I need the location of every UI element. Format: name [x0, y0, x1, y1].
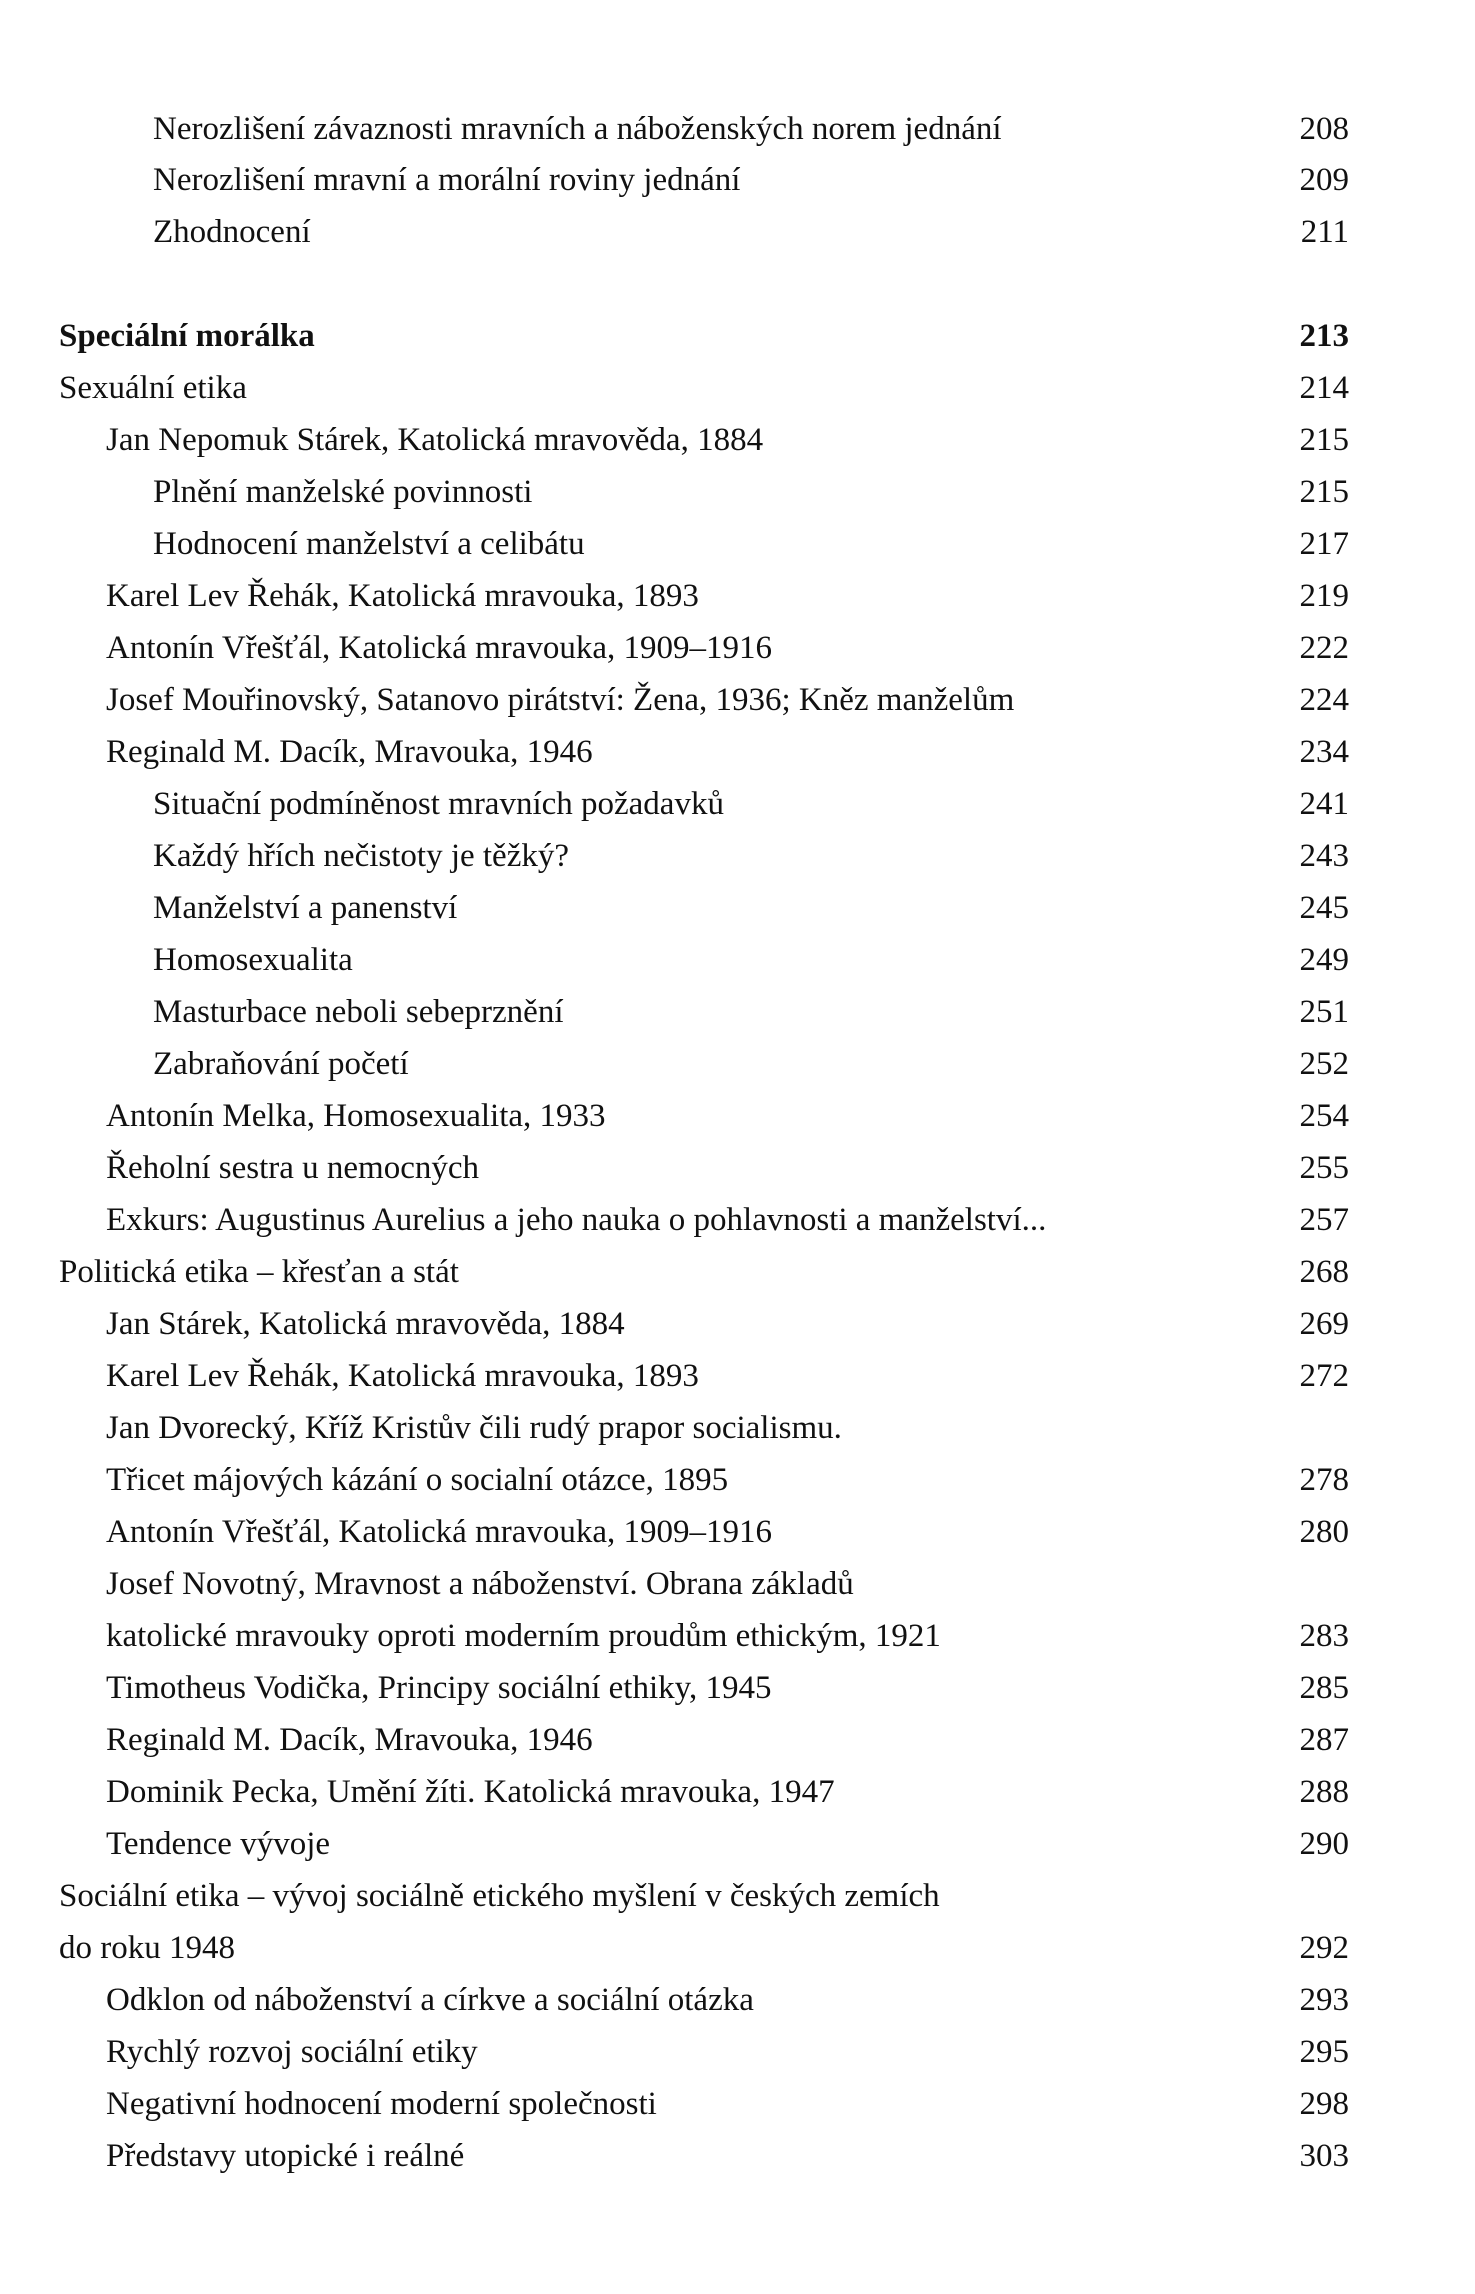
toc-entry-page: 211 [1300, 214, 1349, 250]
toc-entry [0, 155, 1475, 205]
toc-entry-title: Karel Lev Řehák, Katolická mravouka, 1893 [106, 578, 699, 614]
toc-entry [0, 1351, 1475, 1401]
toc-entry-title: Jan Nepomuk Stárek, Katolická mravověda, 1884 [106, 422, 764, 458]
toc-entry-page: 251 [1299, 994, 1349, 1030]
toc-entry [0, 1871, 1475, 1921]
toc-entry-title: Masturbace neboli sebeprznění [153, 994, 564, 1030]
toc-entry-page: 219 [1299, 578, 1349, 614]
toc-entry-title: Dominik Pecka, Umění žíti. Katolická mravouka, 1947 [106, 1774, 835, 1810]
toc-section-heading [0, 311, 1475, 361]
toc-entry [0, 883, 1475, 933]
toc-entry-title: Nerozlišení závaznosti mravních a náboženských norem jednání [153, 111, 1002, 147]
toc-entry [0, 1091, 1475, 1141]
toc-entry-page: 217 [1299, 526, 1349, 562]
toc-entry [0, 1247, 1475, 1297]
toc-entry-title: Homosexualita [153, 942, 353, 978]
toc-entry-title: Zabraňování početí [153, 1046, 409, 1082]
toc-entry-title: Josef Novotný, Mravnost a náboženství. Obrana základů [106, 1566, 854, 1602]
toc-entry-title: Zhodnocení [153, 214, 311, 250]
toc-entry-title: Každý hřích nečistoty je těžký? [153, 838, 569, 874]
toc-entry [0, 987, 1475, 1037]
toc-entry [0, 1143, 1475, 1193]
toc-entry [0, 467, 1475, 517]
toc-entry [0, 1975, 1475, 2025]
toc-entry-title: Timotheus Vodička, Principy sociální ethiky, 1945 [106, 1670, 772, 1706]
toc-entry [0, 1715, 1475, 1765]
toc-entry [0, 2027, 1475, 2077]
toc-entry-page: 272 [1299, 1358, 1349, 1394]
toc-entry-page: 298 [1299, 2086, 1349, 2122]
toc-entry-title: Řeholní sestra u nemocných [106, 1150, 479, 1186]
toc-entry [0, 623, 1475, 673]
toc-entry-title: Hodnocení manželství a celibátu [153, 526, 585, 562]
toc-entry-title: Jan Dvorecký, Kříž Kristův čili rudý prapor socialismu. [106, 1410, 842, 1446]
toc-entry-title: Josef Mouřinovský, Satanovo pirátství: Žena, 1936; Kněz manželům [106, 682, 1015, 718]
toc-entry-page: 208 [1299, 111, 1349, 147]
toc-entry-page: 290 [1299, 1826, 1349, 1862]
toc-entry-title: Tendence vývoje [106, 1826, 331, 1862]
toc-entry [0, 1039, 1475, 1089]
toc-entry-title: katolické mravouky oproti moderním proudům ethickým, 1921 [106, 1618, 941, 1654]
toc-entry [0, 1819, 1475, 1869]
toc-entry [0, 1455, 1475, 1505]
toc-entry [0, 571, 1475, 621]
toc-entry [0, 779, 1475, 829]
toc-entry-title: Antonín Vřešťál, Katolická mravouka, 1909–1916 [106, 1514, 773, 1550]
toc-entry [0, 519, 1475, 569]
toc-entry-page: 303 [1299, 2138, 1349, 2174]
toc-entry-title: Situační podmíněnost mravních požadavků [153, 786, 724, 822]
toc-entry-page: 268 [1299, 1254, 1349, 1290]
toc-entry-page: 288 [1299, 1774, 1349, 1810]
toc-entry-page: 213 [1299, 318, 1349, 354]
toc-entry [0, 1507, 1475, 1557]
toc-entry-title: Odklon od náboženství a církve a sociální otázka [106, 1982, 754, 2018]
toc-entry [0, 935, 1475, 985]
toc-entry-page: 278 [1299, 1462, 1349, 1498]
toc-entry [0, 104, 1475, 154]
toc-entry [0, 675, 1475, 725]
toc-entry-page: 254 [1299, 1098, 1349, 1134]
toc-entry [0, 1767, 1475, 1817]
toc-entry-page: 295 [1299, 2034, 1349, 2070]
toc-entry-title: Sexuální etika [59, 370, 247, 406]
toc-entry-title: Antonín Vřešťál, Katolická mravouka, 1909–1916 [106, 630, 773, 666]
toc-entry-page: 269 [1299, 1306, 1349, 1342]
toc-entry-title: Reginald M. Dacík, Mravouka, 1946 [106, 734, 593, 770]
toc-entry-page: 245 [1299, 890, 1349, 926]
toc-entry-page: 287 [1299, 1722, 1349, 1758]
toc-entry [0, 1195, 1475, 1245]
toc-entry [0, 1923, 1475, 1973]
toc-entry [0, 363, 1475, 413]
toc-entry-page: 249 [1299, 942, 1349, 978]
toc-entry-title: Třicet májových kázání o socialní otázce, 1895 [106, 1462, 729, 1498]
toc-entry [0, 831, 1475, 881]
toc-entry-page: 285 [1299, 1670, 1349, 1706]
toc-entry [0, 1299, 1475, 1349]
toc-entry-page: 222 [1299, 630, 1349, 666]
toc-entry-page: 224 [1299, 682, 1349, 718]
toc-entry-title: Reginald M. Dacík, Mravouka, 1946 [106, 1722, 593, 1758]
toc-entry-page: 209 [1299, 162, 1349, 198]
toc-entry-page: 215 [1299, 422, 1349, 458]
toc-entry-title: Nerozlišení mravní a morální roviny jednání [153, 162, 741, 198]
toc-entry-page: 280 [1299, 1514, 1349, 1550]
toc-entry [0, 727, 1475, 777]
toc-entry-page: 215 [1299, 474, 1349, 510]
toc-entry-title: Rychlý rozvoj sociální etiky [106, 2034, 478, 2070]
toc-entry-page: 255 [1299, 1150, 1349, 1186]
toc-entry-page: 293 [1299, 1982, 1349, 2018]
toc-entry [0, 1663, 1475, 1713]
toc-entry-title: Představy utopické i reálné [106, 2138, 465, 2174]
toc-entry [0, 1559, 1475, 1609]
toc-entry [0, 207, 1475, 257]
toc-entry-title: Politická etika – křesťan a stát [59, 1254, 459, 1290]
toc-entry-title: do roku 1948 [59, 1930, 235, 1966]
toc-entry-page: 252 [1299, 1046, 1349, 1082]
toc-entry [0, 2079, 1475, 2129]
toc-entry-page: 214 [1299, 370, 1349, 406]
toc-entry [0, 1611, 1475, 1661]
toc-entry-title: Jan Stárek, Katolická mravověda, 1884 [106, 1306, 625, 1342]
toc-entry-page: 234 [1299, 734, 1349, 770]
toc-entry-title: Speciální morálka [59, 318, 315, 354]
toc-entry-title: Karel Lev Řehák, Katolická mravouka, 1893 [106, 1358, 699, 1394]
toc-entry-page: 283 [1299, 1618, 1349, 1654]
toc-entry-title: Negativní hodnocení moderní společnosti [106, 2086, 657, 2122]
toc-entry-page: 292 [1299, 1930, 1349, 1966]
toc-entry [0, 415, 1475, 465]
toc-entry [0, 1403, 1475, 1453]
toc-entry-title: Plnění manželské povinnosti [153, 474, 533, 510]
toc-entry-title: Exkurs: Augustinus Aurelius a jeho nauka o pohlavnosti a manželství... [106, 1202, 1047, 1238]
toc-entry-title: Sociální etika – vývoj sociálně etického myšlení v českých zemích [59, 1878, 940, 1914]
toc-entry-page: 243 [1299, 838, 1349, 874]
toc-entry-page: 241 [1299, 786, 1349, 822]
toc-entry-title: Antonín Melka, Homosexualita, 1933 [106, 1098, 606, 1134]
toc-entry-title: Manželství a panenství [153, 890, 458, 926]
toc-entry-page: 257 [1299, 1202, 1349, 1238]
toc-entry [0, 2131, 1475, 2181]
